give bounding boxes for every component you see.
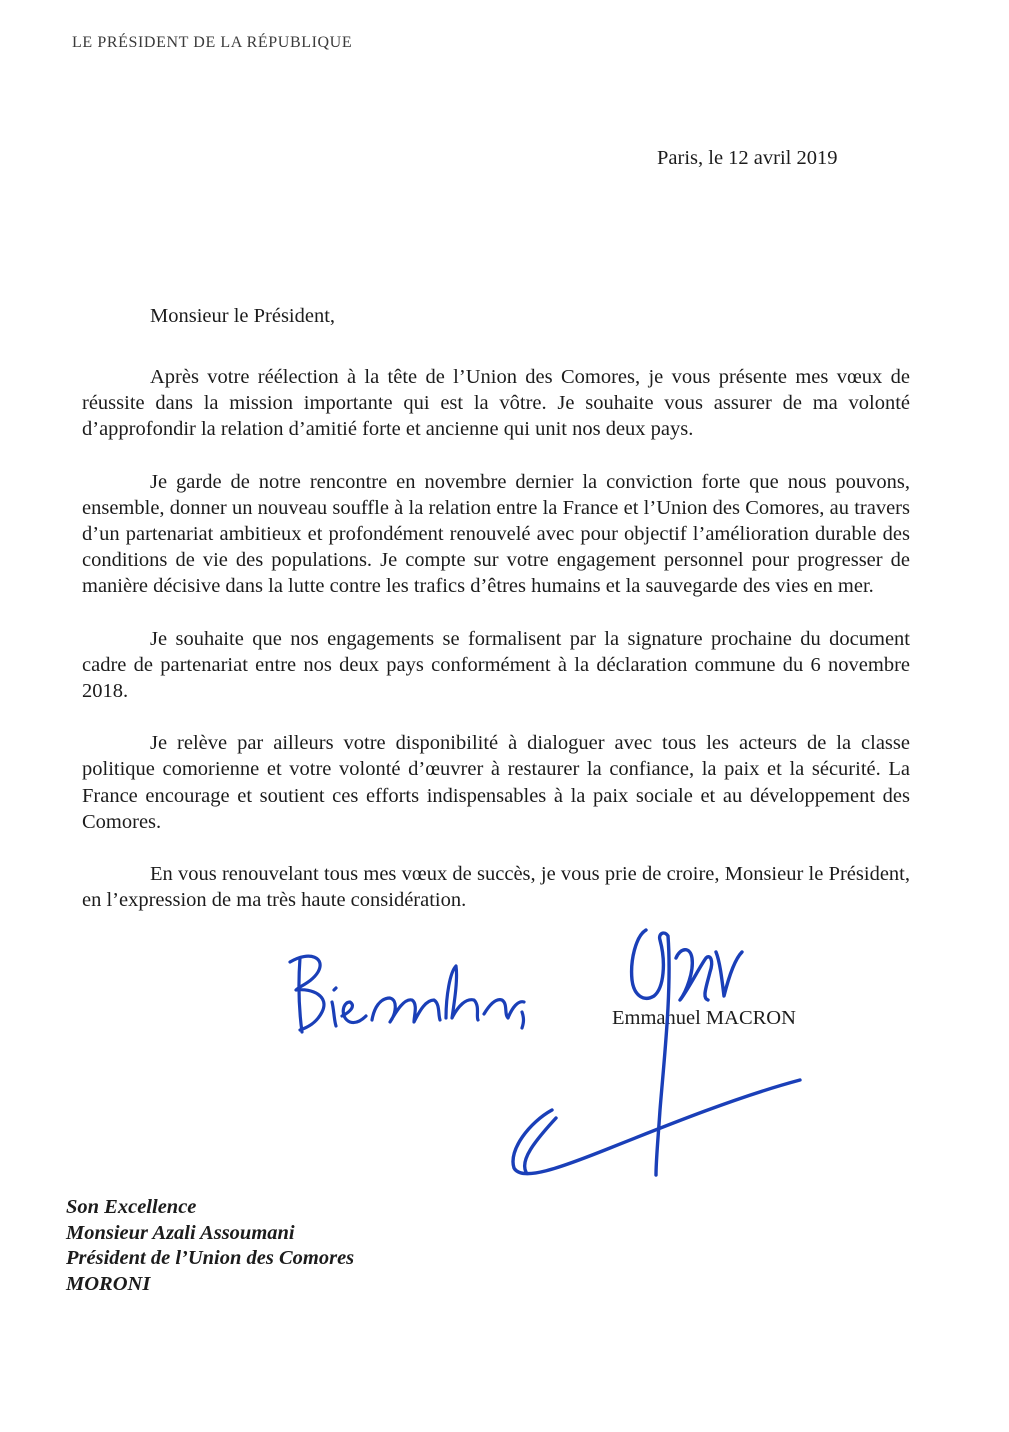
recipient-address: [66, 1195, 354, 1297]
recipient-position: Président de l’Union des Comores: [66, 1247, 355, 1269]
paragraph-5: En vous renouvelant tous mes vœux de succès, je vous prie de croire, Monsieur le Président, en l’expression de ma très haute considération.: [82, 863, 910, 912]
paragraph-1: Après votre réélection à la tête de l’Union des Comores, je vous présente mes vœux de réussite dans la mission importante qui est la vôtre. Je souhaite vous assurer de ma volonté d’approfondir la relation d’amitié forte et ancienne qui unit nos deux pays.: [82, 366, 910, 441]
recipient-city: MORONI: [66, 1272, 151, 1295]
paragraph-4: Je relève par ailleurs votre disponibilité à dialoguer avec tous les acteurs de la classe politique comorienne et votre volonté d’œuvrer à restaurer la confiance, la paix et la sécurité. La France encourage et soutient ces efforts indispensables à la paix sociale et au développement des Comores.: [82, 732, 910, 833]
signatory-name: Emmanuel MACRON: [612, 1007, 796, 1029]
handwritten-note: [290, 956, 524, 1032]
recipient-title: Son Excellence: [66, 1196, 197, 1218]
signature-glyph: [513, 930, 800, 1175]
letterhead: LE PRÉSIDENT DE LA RÉPUBLIQUE: [72, 34, 353, 51]
recipient-name: Monsieur Azali Assoumani: [66, 1221, 295, 1244]
letter-body: [82, 364, 910, 939]
salutation: Monsieur le Président,: [150, 305, 336, 327]
paragraph-2: Je garde de notre rencontre en novembre dernier la conviction forte que nous pouvons, ensemble, donner un nouveau souffle à la relation entre la France et l’Union des Comores, au travers d’un partenariat ambitieux et profondément renouvelé avec pour objectif l’amélioration durable des conditions de vie des populations. Je compte sur votre engagement personnel pour progresser de manière décisive dans la lutte contre les trafics d’êtres humains et la sauvegarde des vies en mer.: [82, 470, 910, 598]
letter-date: Paris, le 12 avril 2019: [657, 147, 838, 169]
paragraph-3: Je souhaite que nos engagements se formalisent par la signature prochaine du document cadre de partenariat entre nos deux pays conformément à la déclaration commune du 6 novembre 2018.: [82, 627, 910, 703]
